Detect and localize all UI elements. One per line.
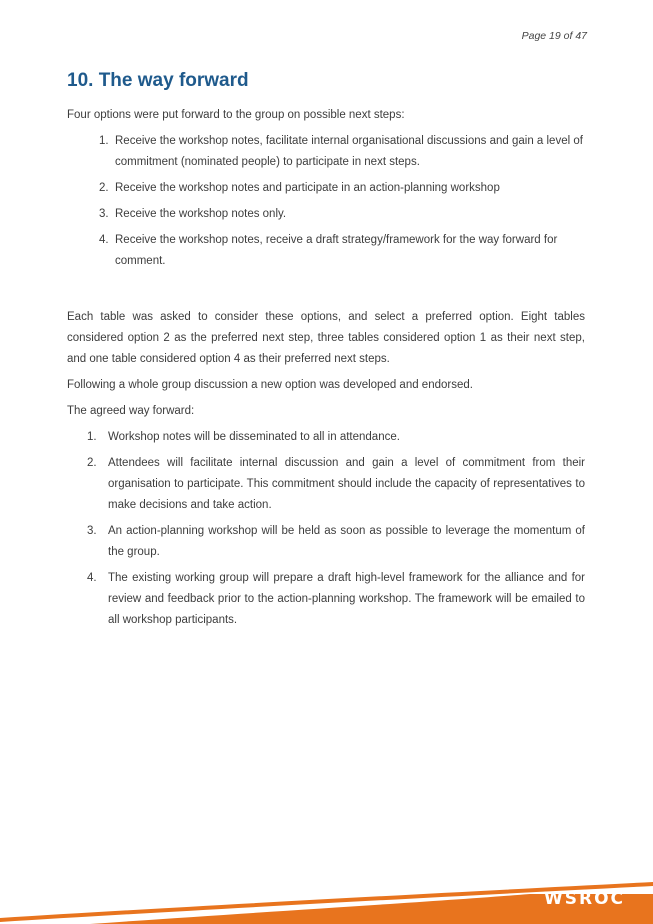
list-text: The existing working group will prepare a draft high-level framework for the alliance and for review and feedback prior to the action-planning workshop. The framework will be emailed to all workshop participants. <box>108 572 585 626</box>
list-item <box>67 131 585 173</box>
list-text: Receive the workshop notes, facilitate internal organisational discussions and gain a level of commitment (nominated people) to participate in next steps. <box>115 135 583 168</box>
agreed-list <box>67 427 585 631</box>
list-text: Workshop notes will be disseminated to all in attendance. <box>108 431 400 443</box>
list-number: 4. <box>99 234 109 246</box>
section-heading: 10. The way forward <box>67 70 249 91</box>
list-number: 1. <box>87 431 97 443</box>
agreed-intro: The agreed way forward: <box>67 405 195 417</box>
list-item <box>67 427 585 448</box>
footer-banner <box>0 864 653 924</box>
list-item <box>67 453 585 516</box>
results-paragraph: Each table was asked to consider these options, and select a preferred option. Eight tables considered option 2 as the preferred next step, three tables considered option 1 as their next step, and one table considered option 4 as their preferred next steps. <box>67 311 585 365</box>
page-number: Page 19 of 47 <box>521 30 587 42</box>
list-text: Receive the workshop notes only. <box>115 208 287 220</box>
list-number: 3. <box>99 208 109 220</box>
list-item <box>67 178 585 199</box>
list-number: 2. <box>87 457 97 469</box>
options-list <box>67 131 585 272</box>
spacer <box>67 277 585 307</box>
intro-paragraph: Four options were put forward to the group on possible next steps: <box>67 109 405 121</box>
list-number: 4. <box>87 572 97 584</box>
list-number: 1. <box>99 135 109 147</box>
list-number: 2. <box>99 182 109 194</box>
discussion-paragraph: Following a whole group discussion a new option was developed and endorsed. <box>67 379 473 391</box>
body-content <box>67 105 585 636</box>
list-text: An action-planning workshop will be held as soon as possible to leverage the momentum of the group. <box>108 525 585 558</box>
list-text: Receive the workshop notes, receive a draft strategy/framework for the way forward for comment. <box>115 234 558 267</box>
list-text: Attendees will facilitate internal discussion and gain a level of commitment from their organisation to participate. This commitment should include the capacity of representatives to make decisions and take action. <box>108 457 585 511</box>
list-item <box>67 230 585 272</box>
wsroc-logo: WSROC <box>543 889 625 909</box>
list-item <box>67 204 585 225</box>
list-text: Receive the workshop notes and participate in an action-planning workshop <box>115 182 500 194</box>
list-item <box>67 568 585 631</box>
list-number: 3. <box>87 525 97 537</box>
list-item <box>67 521 585 563</box>
